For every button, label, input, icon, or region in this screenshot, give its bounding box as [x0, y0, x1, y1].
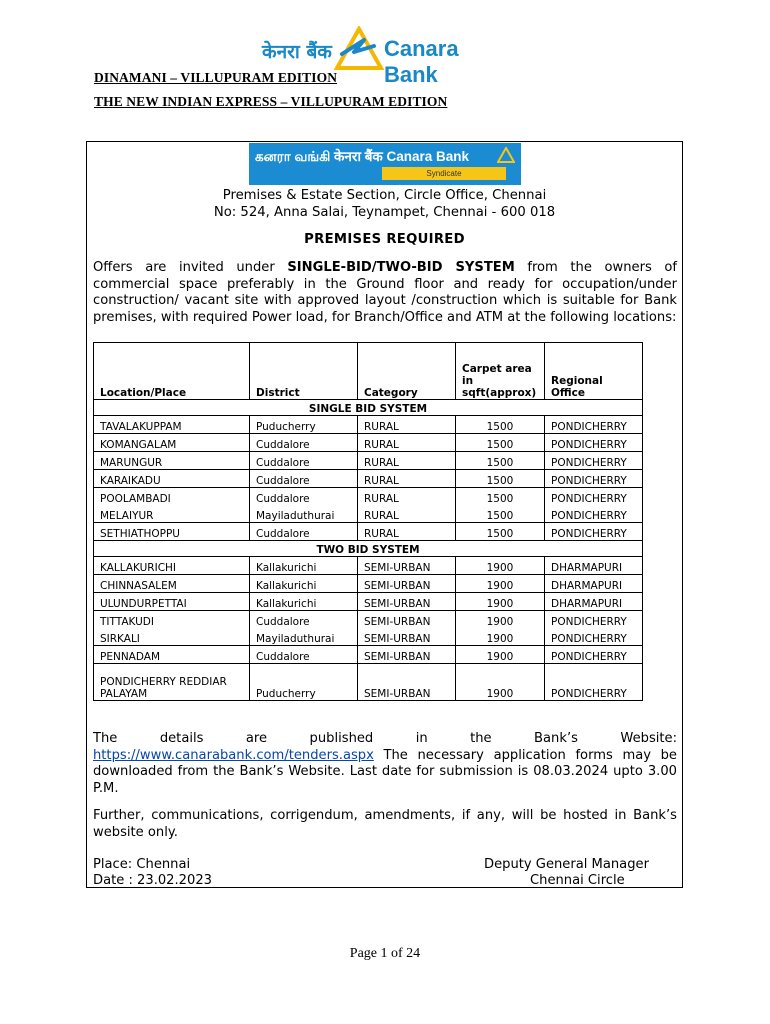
table-row — [94, 646, 643, 664]
col-district-header: District — [250, 343, 358, 400]
cell-district: Cuddalore — [250, 452, 358, 470]
cell-area: 1500 — [456, 416, 545, 434]
designation-line: Deputy General Manager — [484, 857, 649, 872]
cell-district: Cuddalore — [250, 646, 358, 664]
cell-area: 1900 — [456, 628, 545, 646]
cell-location: KALLAKURICHI — [94, 557, 250, 575]
cell-location: TAVALAKUPPAM — [94, 416, 250, 434]
cell-regional: DHARMAPURI — [545, 593, 643, 611]
cell-category: SEMI-URBAN — [358, 628, 456, 646]
col-regional-header: Regional Office — [545, 343, 643, 400]
cell-category: SEMI-URBAN — [358, 611, 456, 629]
cell-area: 1900 — [456, 646, 545, 664]
cell-area: 1500 — [456, 505, 545, 523]
cell-regional: PONDICHERRY — [545, 664, 643, 701]
cell-regional: PONDICHERRY — [545, 416, 643, 434]
cell-location: KOMANGALAM — [94, 434, 250, 452]
cell-area: 1500 — [456, 488, 545, 506]
cell-category: SEMI-URBAN — [358, 646, 456, 664]
cell-district: Puducherry — [250, 416, 358, 434]
cell-category: RURAL — [358, 523, 456, 541]
cell-location: ULUNDURPETTAI — [94, 593, 250, 611]
cell-area: 1900 — [456, 664, 545, 701]
further-paragraph: Further, communications, corrigendum, amendments, if any, will be hosted in Bank’s website only. — [93, 808, 677, 840]
syndicate-tag: Syndicate — [382, 167, 506, 180]
cell-district: Mayiladuthurai — [250, 628, 358, 646]
table-row — [94, 523, 643, 541]
cell-district: Cuddalore — [250, 523, 358, 541]
cell-category: SEMI-URBAN — [358, 593, 456, 611]
cell-regional: PONDICHERRY — [545, 628, 643, 646]
cell-regional: PONDICHERRY — [545, 611, 643, 629]
address-line-1: Premises & Estate Section, Circle Office, Chennai — [222, 188, 547, 203]
cell-area: 1900 — [456, 557, 545, 575]
cell-area: 1500 — [456, 470, 545, 488]
cell-category: RURAL — [358, 470, 456, 488]
single-bid-label: SINGLE BID SYSTEM — [94, 400, 643, 416]
cell-location: POOLAMBADI — [94, 488, 250, 506]
tenders-link[interactable]: https://www.canarabank.com/tenders.aspx — [93, 747, 374, 763]
intro-paragraph — [93, 260, 677, 326]
canara-triangle-icon — [334, 26, 384, 72]
table-row — [94, 557, 643, 575]
table-row — [94, 593, 643, 611]
details-text-end: The necessary application forms may be downloaded from the Bank’s Website. Last date for submission is 08.03.2024 upto 3.00 P.M. — [93, 747, 677, 796]
cell-regional: PONDICHERRY — [545, 452, 643, 470]
two-bid-label: TWO BID SYSTEM — [94, 541, 643, 557]
logo-english-text: Canara Bank — [384, 36, 459, 87]
table-row — [94, 470, 643, 488]
notice-logo-text: கனரா வங்கி केनरा बैंक Canara Bank — [255, 149, 470, 164]
intro-text-start: Offers are invited under — [93, 260, 288, 275]
cell-location: TITTAKUDI — [94, 611, 250, 629]
cell-regional: DHARMAPURI — [545, 557, 643, 575]
place-line: Place: Chennai — [93, 857, 191, 872]
table-row — [94, 611, 643, 629]
cell-regional: PONDICHERRY — [545, 434, 643, 452]
table-row — [94, 488, 643, 506]
cell-district: Cuddalore — [250, 611, 358, 629]
cell-location: PONDICHERRY REDDIAR PALAYAM — [94, 664, 250, 701]
locations-table — [93, 342, 643, 701]
cell-regional: PONDICHERRY — [545, 523, 643, 541]
cell-district: Cuddalore — [250, 470, 358, 488]
cell-district: Kallakurichi — [250, 575, 358, 593]
cell-location: SIRKALI — [94, 628, 250, 646]
cell-regional: DHARMAPURI — [545, 575, 643, 593]
col-location-header: Location/Place — [94, 343, 250, 400]
details-text-start: The details are published in the Bank’s Website: — [93, 731, 677, 746]
table-row — [94, 664, 643, 701]
cell-area: 1900 — [456, 611, 545, 629]
table-row — [94, 575, 643, 593]
cell-category: SEMI-URBAN — [358, 557, 456, 575]
cell-area: 1500 — [456, 452, 545, 470]
intro-bid-system: SINGLE-BID/TWO-BID SYSTEM — [287, 260, 515, 275]
cell-category: SEMI-URBAN — [358, 664, 456, 701]
edition-line-2: THE NEW INDIAN EXPRESS – VILLUPURAM EDITION — [94, 94, 448, 109]
page-number: Page 1 of 24 — [349, 946, 421, 961]
date-line: Date : 23.02.2023 — [93, 873, 213, 888]
cell-regional: PONDICHERRY — [545, 646, 643, 664]
table-row — [94, 628, 643, 646]
table-row — [94, 505, 643, 523]
cell-regional: PONDICHERRY — [545, 470, 643, 488]
cell-location: KARAIKADU — [94, 470, 250, 488]
cell-category: RURAL — [358, 488, 456, 506]
cell-category: RURAL — [358, 416, 456, 434]
cell-category: RURAL — [358, 505, 456, 523]
cell-category: RURAL — [358, 452, 456, 470]
cell-district: Puducherry — [250, 664, 358, 701]
edition-line-1: DINAMANI – VILLUPURAM EDITION — [94, 70, 338, 85]
address-line-2: No: 524, Anna Salai, Teynampet, Chennai - 600 018 — [213, 205, 556, 220]
cell-district: Kallakurichi — [250, 557, 358, 575]
cell-location: MELAIYUR — [94, 505, 250, 523]
cell-area: 1900 — [456, 593, 545, 611]
intro-text-end: from the owners of commercial space preferably in the Ground floor and ready for occupation/under construction/ vacant site with approved layout /construction which is suitable for Bank premises, with required Power load, for Branch/Office and ATM at the following locations: — [93, 260, 677, 325]
table-row — [94, 452, 643, 470]
col-category-header: Category — [358, 343, 456, 400]
cell-location: CHINNASALEM — [94, 575, 250, 593]
table-row — [94, 434, 643, 452]
logo-hindi-text: केनरा बैंक — [262, 41, 332, 63]
circle-line: Chennai Circle — [530, 873, 625, 888]
cell-district: Cuddalore — [250, 434, 358, 452]
details-paragraph — [93, 731, 677, 797]
cell-category: SEMI-URBAN — [358, 575, 456, 593]
table-row — [94, 416, 643, 434]
cell-district: Kallakurichi — [250, 593, 358, 611]
cell-location: SETHIATHOPPU — [94, 523, 250, 541]
notice-bank-logo — [249, 143, 521, 185]
cell-area: 1500 — [456, 434, 545, 452]
cell-location: PENNADAM — [94, 646, 250, 664]
cell-regional: PONDICHERRY — [545, 505, 643, 523]
cell-district: Cuddalore — [250, 488, 358, 506]
col-area-header: Carpet area in sqft(approx) — [456, 343, 545, 400]
cell-district: Mayiladuthurai — [250, 505, 358, 523]
cell-area: 1900 — [456, 575, 545, 593]
cell-regional: PONDICHERRY — [545, 488, 643, 506]
cell-category: RURAL — [358, 434, 456, 452]
canara-bank-logo — [262, 26, 510, 87]
notice-heading: PREMISES REQUIRED — [304, 232, 465, 247]
cell-location: MARUNGUR — [94, 452, 250, 470]
canara-triangle-small-icon — [497, 147, 515, 163]
cell-area: 1500 — [456, 523, 545, 541]
